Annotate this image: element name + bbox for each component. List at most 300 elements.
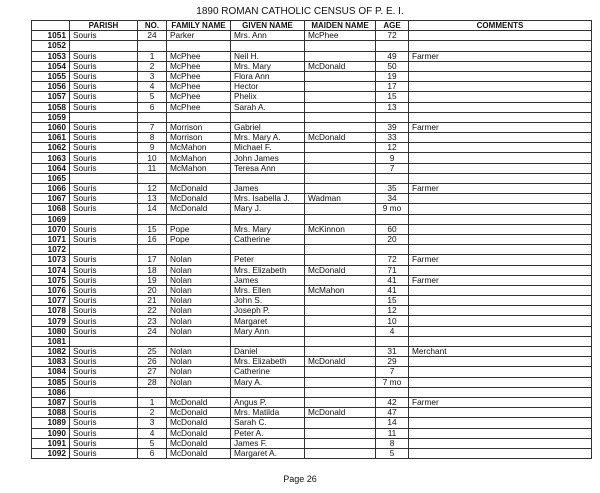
- age-cell: 4: [376, 326, 409, 336]
- row-number-cell: 1051: [32, 31, 70, 41]
- parish-cell: [70, 41, 138, 51]
- row-number-cell: 1057: [32, 92, 70, 102]
- parish-cell: Souris: [70, 133, 138, 143]
- parish-cell: Souris: [70, 326, 138, 336]
- age-cell: 72: [376, 255, 409, 265]
- table-row: [32, 214, 592, 224]
- parish-cell: Souris: [70, 143, 138, 153]
- table-row: [32, 184, 592, 194]
- table-row: [32, 224, 592, 234]
- age-cell: 35: [376, 184, 409, 194]
- table-row: [32, 51, 592, 61]
- parish-cell: [70, 336, 138, 346]
- parish-cell: Souris: [70, 153, 138, 163]
- comments-cell: [409, 285, 592, 295]
- no-cell: 8: [138, 133, 167, 143]
- age-cell: 11: [376, 428, 409, 438]
- row-number-cell: 1073: [32, 255, 70, 265]
- parish-cell: Souris: [70, 377, 138, 387]
- family-name-cell: McMahon: [167, 143, 231, 153]
- comments-cell: [409, 82, 592, 92]
- no-cell: [138, 336, 167, 346]
- col-header-parish: PARISH: [70, 21, 138, 31]
- age-cell: 7 mo: [376, 377, 409, 387]
- parish-cell: Souris: [70, 265, 138, 275]
- parish-cell: Souris: [70, 438, 138, 448]
- comments-cell: [409, 153, 592, 163]
- family-name-cell: Nolan: [167, 285, 231, 295]
- given-name-cell: [231, 214, 305, 224]
- maiden-name-cell: McKinnon: [305, 224, 376, 234]
- comments-cell: [409, 306, 592, 316]
- row-number-cell: 1080: [32, 326, 70, 336]
- given-name-cell: Mary J.: [231, 204, 305, 214]
- given-name-cell: Angus P.: [231, 397, 305, 407]
- comments-cell: [409, 336, 592, 346]
- parish-cell: Souris: [70, 51, 138, 61]
- maiden-name-cell: [305, 275, 376, 285]
- maiden-name-cell: [305, 143, 376, 153]
- row-number-cell: 1091: [32, 438, 70, 448]
- no-cell: 16: [138, 234, 167, 244]
- comments-cell: [409, 133, 592, 143]
- family-name-cell: [167, 173, 231, 183]
- parish-cell: Souris: [70, 122, 138, 132]
- parish-cell: Souris: [70, 347, 138, 357]
- row-number-cell: 1075: [32, 275, 70, 285]
- comments-cell: [409, 224, 592, 234]
- no-cell: 6: [138, 102, 167, 112]
- table-row: [32, 234, 592, 244]
- col-header-comments: COMMENTS: [409, 21, 592, 31]
- given-name-cell: Sarah C.: [231, 418, 305, 428]
- family-name-cell: [167, 112, 231, 122]
- age-cell: 13: [376, 102, 409, 112]
- family-name-cell: Nolan: [167, 367, 231, 377]
- age-cell: [376, 41, 409, 51]
- table-row: [32, 71, 592, 81]
- row-number-cell: 1074: [32, 265, 70, 275]
- given-name-cell: Flora Ann: [231, 71, 305, 81]
- table-row: [32, 397, 592, 407]
- no-cell: 21: [138, 296, 167, 306]
- family-name-cell: McDonald: [167, 408, 231, 418]
- family-name-cell: McMahon: [167, 163, 231, 173]
- table-row: [32, 285, 592, 295]
- col-header-given-name: GIVEN NAME: [231, 21, 305, 31]
- given-name-cell: James F.: [231, 438, 305, 448]
- census-table: [31, 20, 592, 459]
- comments-cell: Farmer: [409, 397, 592, 407]
- row-number-cell: 1087: [32, 397, 70, 407]
- row-number-cell: 1063: [32, 153, 70, 163]
- maiden-name-cell: [305, 173, 376, 183]
- no-cell: 4: [138, 82, 167, 92]
- table-row: [32, 92, 592, 102]
- maiden-name-cell: [305, 418, 376, 428]
- maiden-name-cell: [305, 387, 376, 397]
- no-cell: 11: [138, 163, 167, 173]
- given-name-cell: [231, 112, 305, 122]
- no-cell: 3: [138, 71, 167, 81]
- table-row: [32, 367, 592, 377]
- comments-cell: Farmer: [409, 255, 592, 265]
- table-row: [32, 275, 592, 285]
- header-row: [32, 21, 592, 31]
- row-number-cell: 1071: [32, 234, 70, 244]
- age-cell: [376, 336, 409, 346]
- row-number-cell: 1078: [32, 306, 70, 316]
- row-number-cell: 1059: [32, 112, 70, 122]
- age-cell: 15: [376, 92, 409, 102]
- parish-cell: Souris: [70, 367, 138, 377]
- age-cell: 29: [376, 357, 409, 367]
- maiden-name-cell: [305, 163, 376, 173]
- maiden-name-cell: [305, 82, 376, 92]
- row-number-cell: 1081: [32, 336, 70, 346]
- maiden-name-cell: [305, 428, 376, 438]
- table-row: [32, 163, 592, 173]
- table-row: [32, 316, 592, 326]
- family-name-cell: McDonald: [167, 448, 231, 458]
- given-name-cell: [231, 41, 305, 51]
- comments-cell: [409, 418, 592, 428]
- age-cell: 7: [376, 163, 409, 173]
- row-number-cell: 1066: [32, 184, 70, 194]
- parish-cell: [70, 112, 138, 122]
- row-number-cell: 1062: [32, 143, 70, 153]
- no-cell: 14: [138, 204, 167, 214]
- row-number-cell: 1061: [32, 133, 70, 143]
- family-name-cell: Nolan: [167, 296, 231, 306]
- table-row: [32, 41, 592, 51]
- comments-cell: Farmer: [409, 51, 592, 61]
- row-number-cell: 1054: [32, 61, 70, 71]
- table-row: [32, 31, 592, 41]
- maiden-name-cell: [305, 102, 376, 112]
- table-row: [32, 347, 592, 357]
- comments-cell: [409, 102, 592, 112]
- maiden-name-cell: [305, 377, 376, 387]
- parish-cell: [70, 214, 138, 224]
- no-cell: [138, 112, 167, 122]
- row-number-cell: 1077: [32, 296, 70, 306]
- maiden-name-cell: [305, 316, 376, 326]
- age-cell: 50: [376, 61, 409, 71]
- parish-cell: Souris: [70, 397, 138, 407]
- family-name-cell: McDonald: [167, 418, 231, 428]
- table-row: [32, 122, 592, 132]
- age-cell: 33: [376, 133, 409, 143]
- table-row: [32, 194, 592, 204]
- no-cell: [138, 245, 167, 255]
- table-row: [32, 306, 592, 316]
- age-cell: 60: [376, 224, 409, 234]
- comments-cell: [409, 234, 592, 244]
- parish-cell: Souris: [70, 163, 138, 173]
- maiden-name-cell: [305, 448, 376, 458]
- maiden-name-cell: [305, 397, 376, 407]
- table-row: [32, 387, 592, 397]
- row-number-cell: 1064: [32, 163, 70, 173]
- maiden-name-cell: [305, 336, 376, 346]
- no-cell: 23: [138, 316, 167, 326]
- family-name-cell: McDonald: [167, 194, 231, 204]
- age-cell: 10: [376, 316, 409, 326]
- page-title: 1890 ROMAN CATHOLIC CENSUS OF P. E. I.: [196, 6, 404, 17]
- age-cell: 12: [376, 143, 409, 153]
- family-name-cell: McDonald: [167, 184, 231, 194]
- table-row: [32, 418, 592, 428]
- maiden-name-cell: [305, 41, 376, 51]
- table-row: [32, 102, 592, 112]
- table-row: [32, 377, 592, 387]
- page-number: Page 26: [283, 474, 317, 484]
- no-cell: 3: [138, 418, 167, 428]
- row-number-cell: 1076: [32, 285, 70, 295]
- row-number-cell: 1052: [32, 41, 70, 51]
- age-cell: 9 mo: [376, 204, 409, 214]
- family-name-cell: [167, 336, 231, 346]
- comments-cell: [409, 316, 592, 326]
- no-cell: 5: [138, 438, 167, 448]
- no-cell: 15: [138, 224, 167, 234]
- maiden-name-cell: [305, 438, 376, 448]
- parish-cell: Souris: [70, 296, 138, 306]
- given-name-cell: Hector: [231, 82, 305, 92]
- row-number-cell: 1058: [32, 102, 70, 112]
- comments-cell: [409, 408, 592, 418]
- age-cell: 47: [376, 408, 409, 418]
- census-body: [32, 31, 592, 459]
- table-row: [32, 326, 592, 336]
- parish-cell: Souris: [70, 306, 138, 316]
- comments-cell: [409, 204, 592, 214]
- table-row: [32, 204, 592, 214]
- row-number-cell: 1092: [32, 448, 70, 458]
- family-name-cell: Nolan: [167, 306, 231, 316]
- comments-cell: [409, 31, 592, 41]
- given-name-cell: Mrs. Ann: [231, 31, 305, 41]
- age-cell: 19: [376, 71, 409, 81]
- family-name-cell: Nolan: [167, 326, 231, 336]
- given-name-cell: John S.: [231, 296, 305, 306]
- comments-cell: [409, 387, 592, 397]
- maiden-name-cell: McDonald: [305, 265, 376, 275]
- no-cell: 10: [138, 153, 167, 163]
- given-name-cell: Margaret: [231, 316, 305, 326]
- given-name-cell: Mrs. Isabella J.: [231, 194, 305, 204]
- age-cell: 5: [376, 448, 409, 458]
- given-name-cell: Mrs. Mary: [231, 61, 305, 71]
- table-row: [32, 61, 592, 71]
- given-name-cell: [231, 173, 305, 183]
- maiden-name-cell: Wadman: [305, 194, 376, 204]
- given-name-cell: John James: [231, 153, 305, 163]
- family-name-cell: McPhee: [167, 51, 231, 61]
- parish-cell: Souris: [70, 275, 138, 285]
- no-cell: [138, 387, 167, 397]
- age-cell: 15: [376, 296, 409, 306]
- no-cell: 24: [138, 326, 167, 336]
- family-name-cell: McDonald: [167, 397, 231, 407]
- maiden-name-cell: [305, 153, 376, 163]
- comments-cell: [409, 245, 592, 255]
- no-cell: 6: [138, 448, 167, 458]
- no-cell: 26: [138, 357, 167, 367]
- table-row: [32, 336, 592, 346]
- col-header-age: AGE: [376, 21, 409, 31]
- family-name-cell: Morrison: [167, 122, 231, 132]
- row-number-cell: 1056: [32, 82, 70, 92]
- no-cell: 12: [138, 184, 167, 194]
- family-name-cell: Nolan: [167, 377, 231, 387]
- family-name-cell: Parker: [167, 31, 231, 41]
- col-header-row-number: [32, 21, 70, 31]
- parish-cell: Souris: [70, 255, 138, 265]
- comments-cell: Farmer: [409, 184, 592, 194]
- family-name-cell: McDonald: [167, 428, 231, 438]
- no-cell: [138, 214, 167, 224]
- comments-cell: [409, 357, 592, 367]
- maiden-name-cell: [305, 51, 376, 61]
- parish-cell: [70, 245, 138, 255]
- comments-cell: [409, 71, 592, 81]
- family-name-cell: McPhee: [167, 92, 231, 102]
- table-row: [32, 143, 592, 153]
- col-header-maiden-name: MAIDEN NAME: [305, 21, 376, 31]
- table-row: [32, 153, 592, 163]
- parish-cell: Souris: [70, 71, 138, 81]
- comments-cell: [409, 428, 592, 438]
- given-name-cell: Mrs. Ellen: [231, 285, 305, 295]
- parish-cell: Souris: [70, 224, 138, 234]
- parish-cell: Souris: [70, 102, 138, 112]
- age-cell: [376, 214, 409, 224]
- given-name-cell: Margaret A.: [231, 448, 305, 458]
- maiden-name-cell: McDonald: [305, 133, 376, 143]
- row-number-cell: 1082: [32, 347, 70, 357]
- family-name-cell: Nolan: [167, 255, 231, 265]
- row-number-cell: 1084: [32, 367, 70, 377]
- maiden-name-cell: [305, 112, 376, 122]
- comments-cell: [409, 143, 592, 153]
- family-name-cell: Nolan: [167, 316, 231, 326]
- parish-cell: [70, 173, 138, 183]
- maiden-name-cell: McDonald: [305, 61, 376, 71]
- no-cell: 19: [138, 275, 167, 285]
- parish-cell: Souris: [70, 194, 138, 204]
- family-name-cell: Nolan: [167, 275, 231, 285]
- given-name-cell: Phelix: [231, 92, 305, 102]
- row-number-cell: 1072: [32, 245, 70, 255]
- comments-cell: [409, 265, 592, 275]
- comments-cell: [409, 377, 592, 387]
- maiden-name-cell: [305, 122, 376, 132]
- age-cell: 12: [376, 306, 409, 316]
- parish-cell: Souris: [70, 31, 138, 41]
- comments-cell: [409, 194, 592, 204]
- maiden-name-cell: [305, 71, 376, 81]
- comments-cell: [409, 41, 592, 51]
- parish-cell: Souris: [70, 316, 138, 326]
- family-name-cell: Nolan: [167, 265, 231, 275]
- maiden-name-cell: [305, 245, 376, 255]
- family-name-cell: [167, 214, 231, 224]
- given-name-cell: Mrs. Elizabeth: [231, 357, 305, 367]
- family-name-cell: Nolan: [167, 357, 231, 367]
- no-cell: 7: [138, 122, 167, 132]
- no-cell: 18: [138, 265, 167, 275]
- comments-cell: [409, 448, 592, 458]
- given-name-cell: Michael F.: [231, 143, 305, 153]
- maiden-name-cell: [305, 296, 376, 306]
- parish-cell: Souris: [70, 204, 138, 214]
- given-name-cell: Gabriel: [231, 122, 305, 132]
- table-row: [32, 408, 592, 418]
- given-name-cell: Neil H.: [231, 51, 305, 61]
- given-name-cell: James: [231, 184, 305, 194]
- table-row: [32, 255, 592, 265]
- table-row: [32, 438, 592, 448]
- family-name-cell: [167, 41, 231, 51]
- age-cell: 39: [376, 122, 409, 132]
- comments-cell: Farmer: [409, 122, 592, 132]
- given-name-cell: Mary A.: [231, 377, 305, 387]
- table-row: [32, 112, 592, 122]
- table-row: [32, 245, 592, 255]
- age-cell: [376, 173, 409, 183]
- maiden-name-cell: [305, 347, 376, 357]
- no-cell: 20: [138, 285, 167, 295]
- maiden-name-cell: [305, 306, 376, 316]
- age-cell: [376, 387, 409, 397]
- no-cell: 28: [138, 377, 167, 387]
- age-cell: 41: [376, 285, 409, 295]
- parish-cell: Souris: [70, 92, 138, 102]
- family-name-cell: McPhee: [167, 61, 231, 71]
- age-cell: 41: [376, 275, 409, 285]
- no-cell: 1: [138, 51, 167, 61]
- no-cell: 22: [138, 306, 167, 316]
- family-name-cell: McDonald: [167, 204, 231, 214]
- age-cell: 42: [376, 397, 409, 407]
- given-name-cell: Catherine: [231, 234, 305, 244]
- family-name-cell: McPhee: [167, 102, 231, 112]
- comments-cell: [409, 296, 592, 306]
- family-name-cell: McDonald: [167, 438, 231, 448]
- age-cell: 31: [376, 347, 409, 357]
- comments-cell: Merchant: [409, 347, 592, 357]
- given-name-cell: Peter A.: [231, 428, 305, 438]
- given-name-cell: Mrs. Mary A.: [231, 133, 305, 143]
- maiden-name-cell: [305, 92, 376, 102]
- parish-cell: Souris: [70, 184, 138, 194]
- family-name-cell: McMahon: [167, 153, 231, 163]
- family-name-cell: Nolan: [167, 347, 231, 357]
- given-name-cell: Mary Ann: [231, 326, 305, 336]
- maiden-name-cell: McDonald: [305, 408, 376, 418]
- table-row: [32, 82, 592, 92]
- row-number-cell: 1088: [32, 408, 70, 418]
- age-cell: [376, 112, 409, 122]
- age-cell: 17: [376, 82, 409, 92]
- family-name-cell: Morrison: [167, 133, 231, 143]
- parish-cell: [70, 387, 138, 397]
- table-row: [32, 173, 592, 183]
- given-name-cell: Daniel: [231, 347, 305, 357]
- comments-cell: [409, 112, 592, 122]
